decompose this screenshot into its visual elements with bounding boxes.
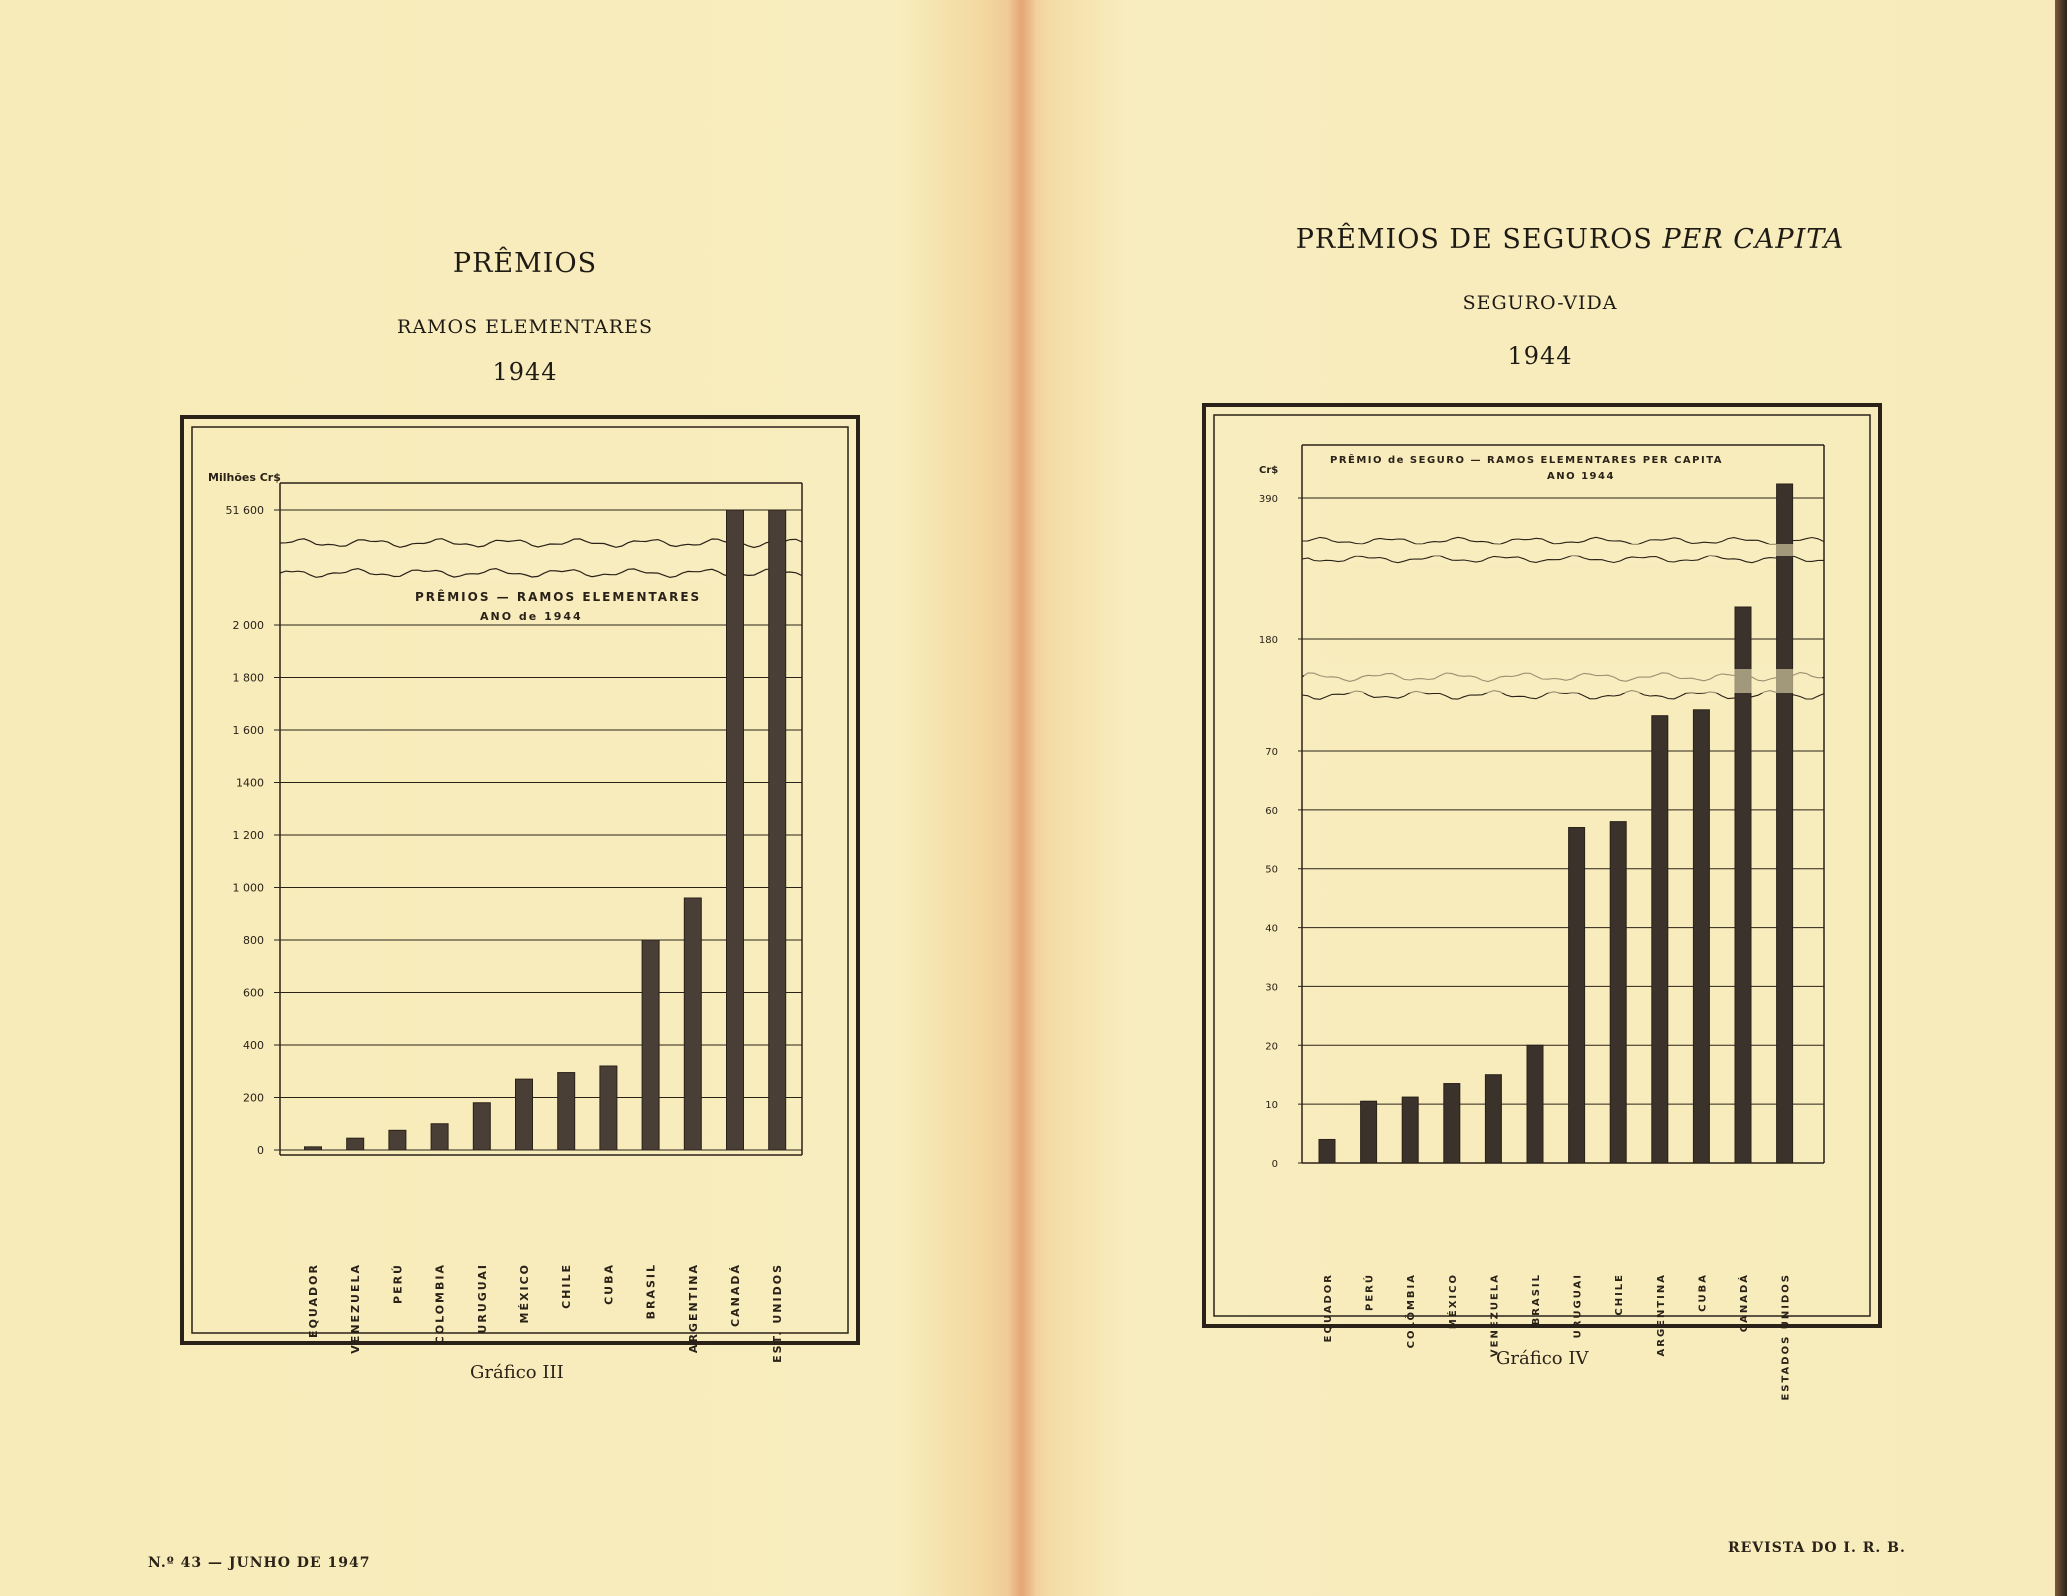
y-tick-label: 1 600 bbox=[232, 724, 264, 737]
axis-break-overlay bbox=[1304, 544, 1822, 556]
chart-inner-subtitle: ANO de 1944 bbox=[480, 610, 583, 623]
x-category-label: EQUADOR bbox=[307, 1263, 320, 1338]
left-chart-caption: Gráfico III bbox=[470, 1362, 564, 1383]
bar-venezuela bbox=[347, 1138, 364, 1150]
x-category-label: CUBA bbox=[1697, 1273, 1709, 1312]
chart-inner-title: PRÊMIO de SEGURO — RAMOS ELEMENTARES PER CAPITA bbox=[1330, 455, 1723, 466]
bar-per bbox=[389, 1130, 406, 1150]
x-category-label: EST. UNIDOS bbox=[771, 1263, 785, 1363]
x-category-label: MÉXICO bbox=[518, 1263, 531, 1324]
x-category-label: VENEZUELA bbox=[1489, 1273, 1501, 1358]
x-category-label: VENEZUELA bbox=[349, 1263, 363, 1354]
y-tick-label: 400 bbox=[243, 1039, 264, 1052]
y-tick-label: 10 bbox=[1265, 1100, 1278, 1112]
axis-break-overlay bbox=[1304, 669, 1822, 693]
x-category-label: CHILE bbox=[1614, 1273, 1626, 1316]
bar-estunidos bbox=[769, 510, 786, 1150]
y-tick-label: 40 bbox=[1265, 923, 1278, 935]
bar-estadosunidos bbox=[1777, 484, 1793, 1163]
x-category-label: PERÚ bbox=[391, 1263, 405, 1304]
x-category-label: EQUADOR bbox=[1323, 1273, 1334, 1343]
y-tick-label: 2 000 bbox=[232, 619, 264, 632]
x-category-label: CANADÁ bbox=[1739, 1273, 1750, 1333]
right-page-year: 1944 bbox=[1507, 342, 1573, 370]
x-category-label: URUGUAI bbox=[1572, 1273, 1584, 1339]
y-tick-label: 30 bbox=[1265, 982, 1278, 994]
chart-inner-subtitle: ANO 1944 bbox=[1547, 471, 1615, 482]
x-category-label: ARGENTINA bbox=[1655, 1273, 1667, 1357]
x-category-label: CANADÁ bbox=[729, 1263, 742, 1327]
right-title-text: PRÊMIOS DE SEGUROS bbox=[1295, 224, 1653, 255]
y-tick-label: 1400 bbox=[236, 776, 264, 790]
y-tick-label: 800 bbox=[243, 934, 264, 947]
y-axis-label: Cr$ bbox=[1259, 465, 1279, 476]
y-tick-label: 180 bbox=[1258, 635, 1278, 646]
x-category-label: CHILE bbox=[560, 1263, 574, 1309]
y-axis-label: Milhões Cr$ bbox=[208, 471, 281, 484]
x-category-label: BRASIL bbox=[1531, 1273, 1542, 1326]
y-tick-label: 70 bbox=[1265, 747, 1278, 758]
book-gutter bbox=[1008, 0, 1036, 1596]
bar-chile bbox=[1610, 822, 1626, 1163]
x-category-label: URUGUAI bbox=[475, 1263, 489, 1334]
bar-equador bbox=[305, 1147, 322, 1150]
y-tick-label: 60 bbox=[1265, 805, 1278, 817]
left-page-title: PRÊMIOS bbox=[452, 248, 598, 279]
chart-inner-title: PRÊMIOS — RAMOS ELEMENTARES bbox=[415, 590, 702, 604]
y-tick-label: 390 bbox=[1258, 494, 1278, 505]
bar-argentina bbox=[684, 898, 701, 1150]
y-tick-label: 51 600 bbox=[225, 504, 264, 517]
y-tick-label: 0 bbox=[1271, 1159, 1278, 1170]
chart-premios-ramos-elementares bbox=[180, 415, 860, 1363]
x-category-label: BRASIL bbox=[644, 1263, 658, 1320]
right-title-italic: PER CAPITA bbox=[1662, 224, 1845, 255]
bar-cuba bbox=[1693, 710, 1709, 1163]
bar-equador bbox=[1319, 1139, 1335, 1163]
x-category-label: ESTADOS UNIDOS bbox=[1780, 1273, 1792, 1401]
right-page-footer: REVISTA DO I. R. B. bbox=[1728, 1540, 1906, 1556]
bar-argentina bbox=[1652, 716, 1668, 1163]
y-tick-label: 0 bbox=[257, 1144, 264, 1157]
y-tick-label: 1 000 bbox=[232, 881, 264, 895]
bar-cuba bbox=[600, 1066, 617, 1150]
right-page-title bbox=[1220, 224, 1920, 255]
y-tick-label: 600 bbox=[243, 986, 264, 1000]
y-tick-label: 50 bbox=[1265, 864, 1278, 876]
bar-uruguai bbox=[473, 1103, 490, 1150]
y-tick-label: 200 bbox=[243, 1091, 264, 1105]
right-page-subtitle: SEGURO-VIDA bbox=[1462, 292, 1618, 314]
bar-per bbox=[1361, 1101, 1377, 1163]
x-category-label: CUBA bbox=[602, 1263, 616, 1305]
x-category-label: MÉXICO bbox=[1447, 1273, 1459, 1330]
x-category-label: ARGENTINA bbox=[686, 1263, 700, 1354]
left-page-year: 1944 bbox=[492, 358, 558, 386]
bar-brasil bbox=[1527, 1045, 1543, 1163]
axis-break-band bbox=[282, 539, 800, 579]
right-chart-caption: Gráfico IV bbox=[1496, 1348, 1589, 1369]
y-tick-label: 20 bbox=[1265, 1041, 1278, 1053]
y-tick-label: 1 200 bbox=[232, 829, 264, 842]
y-tick-label: 1 800 bbox=[232, 671, 264, 685]
book-edge bbox=[2055, 0, 2067, 1596]
x-category-label: COLÔMBIA bbox=[1406, 1273, 1418, 1349]
bar-colmbia bbox=[1402, 1097, 1418, 1163]
bar-brasil bbox=[642, 940, 659, 1150]
bar-colombia bbox=[431, 1124, 448, 1150]
bar-chile bbox=[558, 1073, 575, 1150]
left-page-subtitle: RAMOS ELEMENTARES bbox=[397, 316, 653, 338]
left-page-footer: N.º 43 — JUNHO DE 1947 bbox=[148, 1555, 371, 1571]
x-category-label: PERÚ bbox=[1364, 1273, 1376, 1311]
x-category-label: COLOMBIA bbox=[433, 1263, 447, 1345]
bar-canad bbox=[727, 510, 744, 1150]
bar-mxico bbox=[516, 1079, 533, 1150]
bar-uruguai bbox=[1569, 828, 1585, 1163]
bar-venezuela bbox=[1485, 1075, 1501, 1163]
bar-mxico bbox=[1444, 1084, 1460, 1163]
